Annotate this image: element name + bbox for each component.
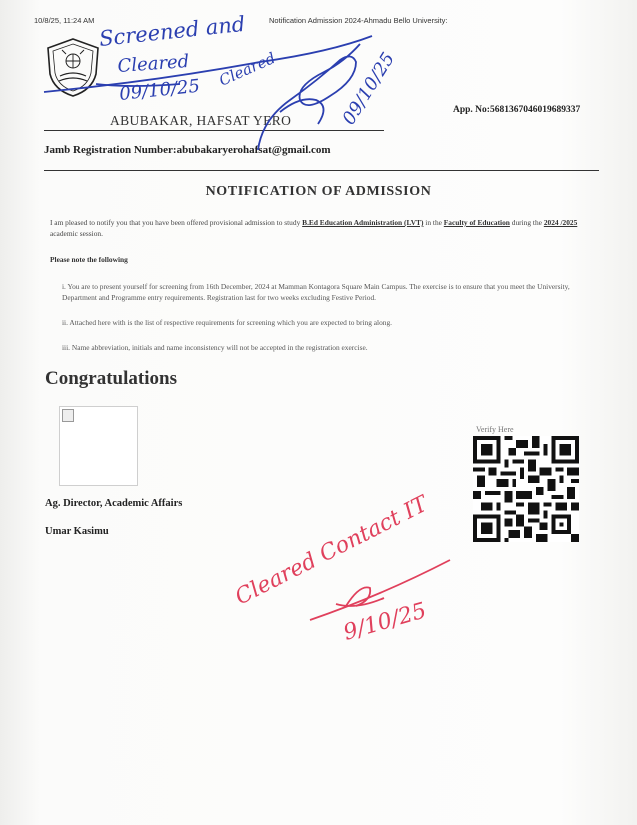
university-crest-icon: [44, 36, 102, 98]
header-divider: [44, 170, 599, 171]
blue-note-date: 09/10/25: [118, 75, 201, 105]
red-note-cleared-contact: Cleared Contact IT: [231, 491, 432, 611]
blue-note-cleared-2: Cleared: [216, 48, 279, 90]
blue-note-screened: Screened and: [98, 11, 247, 51]
signature-image-placeholder: [59, 406, 138, 486]
applicant-name: ABUBAKAR, HAFSAT YERO: [110, 113, 292, 128]
intro-text-1: I am pleased to notify you that you have been offered provisional admission to study: [50, 218, 301, 227]
jamb-registration-number: Jamb Registration Number:abubakaryerohafsat@gmail.com: [44, 144, 331, 156]
note-item-requirements: ii. Attached here with is the list of respective requirements for screening which you are expected to bring along.: [62, 318, 393, 327]
verify-label: Verify Here: [476, 425, 514, 434]
broken-image-icon: [62, 409, 74, 422]
note-heading: Please note the following: [50, 255, 128, 264]
intro-text-3: during the: [511, 218, 542, 227]
red-signature-scribble: [310, 560, 450, 620]
letter-title: NOTIFICATION OF ADMISSION: [205, 184, 432, 199]
admission-intro-paragraph: [50, 218, 590, 239]
congratulations-heading: Congratulations: [45, 368, 177, 389]
name-underline: [44, 130, 384, 131]
signatory-name: Umar Kasimu: [45, 526, 109, 537]
application-number: App. No:5681367046019689337: [453, 105, 581, 115]
note-item-screening: i. You are to present yourself for screening from 16th December, 2024 at Mamman Kontagora Square Main Campus. The exercise is to ensure that you meet the University, Department and Programme entry requirements. Registration last for two weeks excluding Festive Period.: [62, 282, 570, 302]
faculty-name: Faculty of Education: [443, 218, 510, 227]
red-note-date: 9/10/25: [340, 598, 430, 646]
verification-qr-code-icon[interactable]: [472, 436, 580, 542]
programme-name: B.Ed Education Administration (LVT): [302, 218, 424, 227]
blue-note-date-2: 09/10/25: [338, 48, 400, 129]
intro-text-2: in the: [425, 218, 442, 227]
print-datetime: 10/8/25, 11:24 AM: [34, 16, 95, 25]
print-page-title: Notification Admission 2024-Ahmadu Bello University:: [269, 16, 448, 25]
academic-session: 2024 /2025: [543, 218, 578, 227]
blue-note-cleared: Cleared: [116, 51, 190, 77]
intro-text-4: academic session.: [50, 228, 103, 238]
note-item-name-policy: iii. Name abbreviation, initials and name inconsistency will not be accepted in the registration exercise.: [62, 343, 368, 352]
signatory-title: Ag. Director, Academic Affairs: [45, 498, 183, 509]
